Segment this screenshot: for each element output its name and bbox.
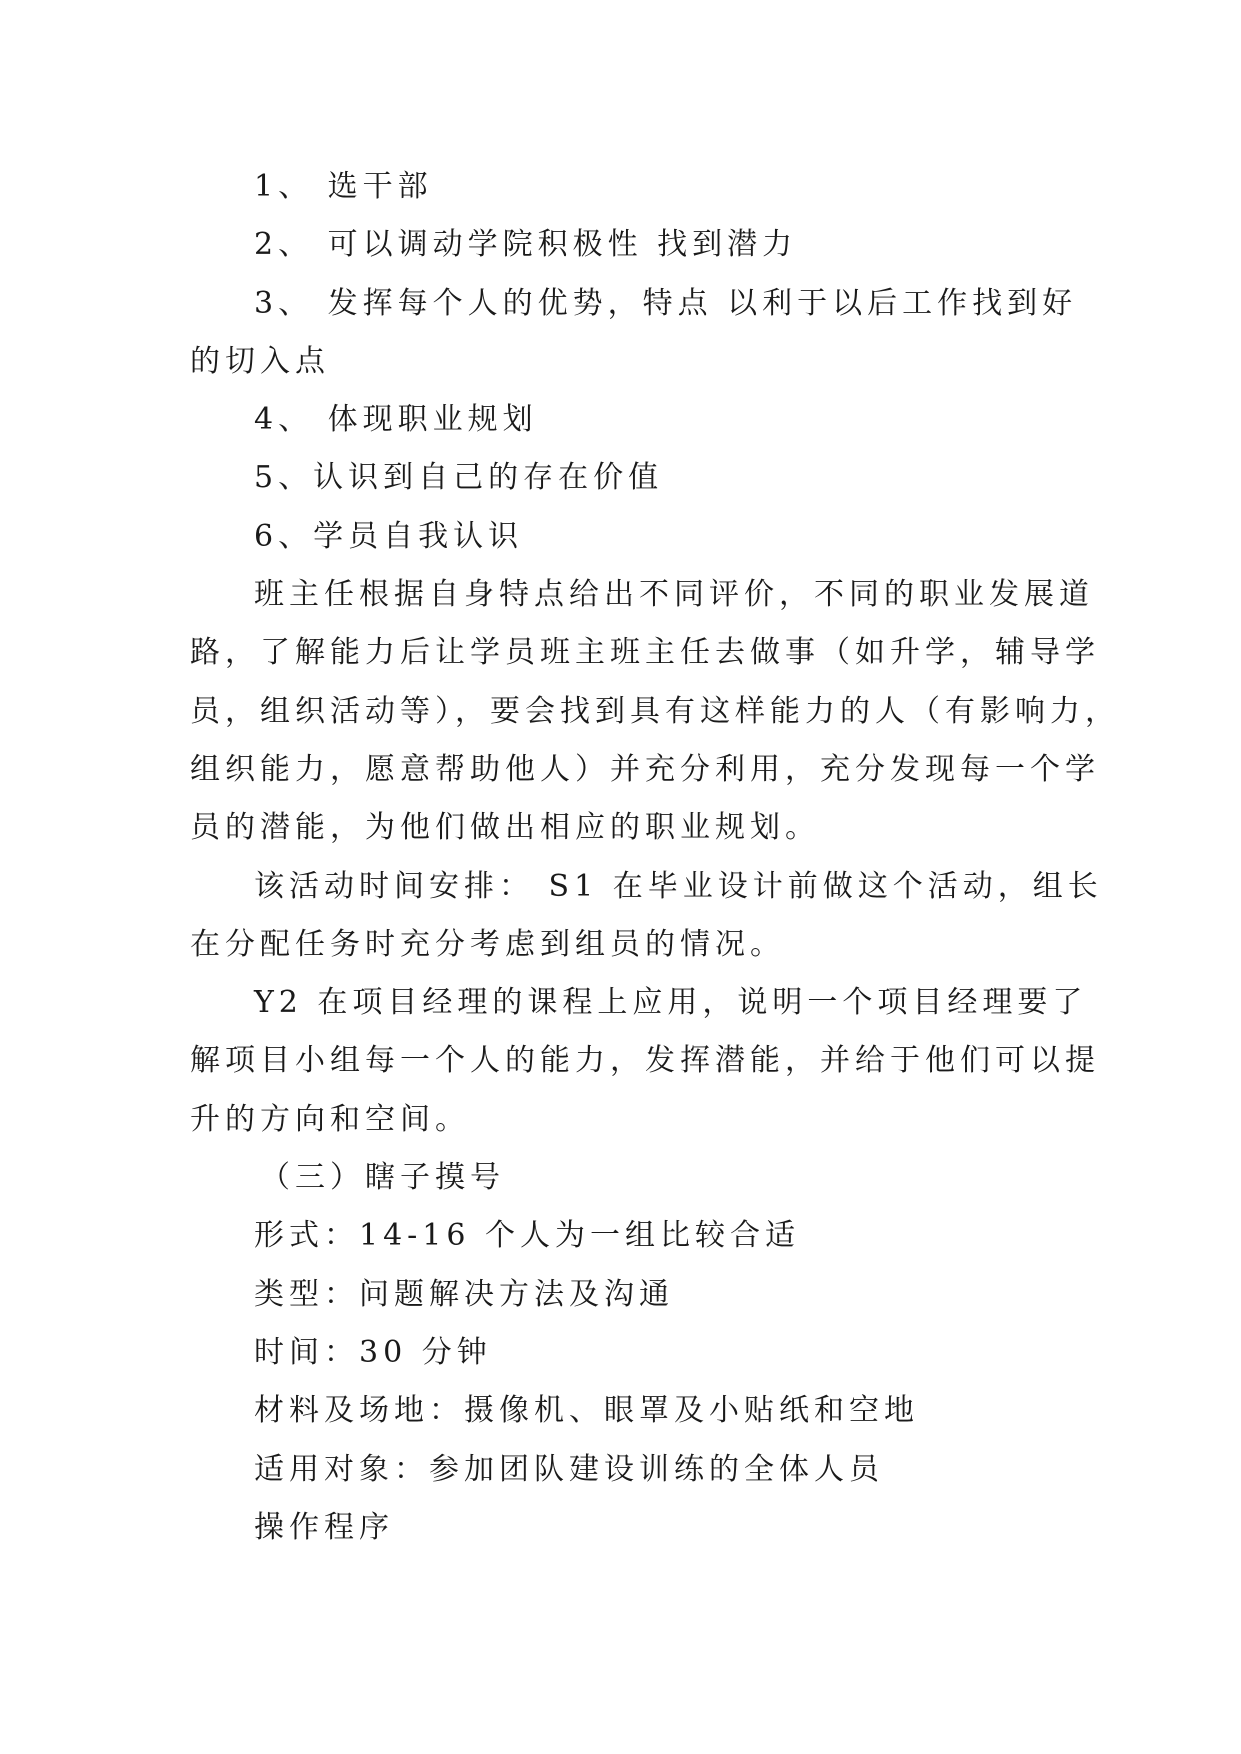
field-materials: 材料及场地：摄像机、眼罩及小贴纸和空地 bbox=[254, 1393, 919, 1429]
field-audience: 适用对象：参加团队建设训练的全体人员 bbox=[254, 1451, 884, 1487]
field-type: 类型：问题解决方法及沟通 bbox=[254, 1276, 674, 1312]
paragraph-schedule-line-2: 在分配任务时充分考虑到组员的情况。 bbox=[190, 926, 785, 962]
document-body bbox=[190, 158, 1120, 1557]
paragraph-teacher-line-4: 组织能力，愿意帮助他人）并充分利用，充分发现每一个学 bbox=[190, 751, 1100, 787]
list-item-1: 1、 选干部 bbox=[254, 169, 433, 204]
paragraph-y2-line-1: Y2 在项目经理的课程上应用，说明一个项目经理要了 bbox=[254, 985, 1088, 1021]
paragraph-schedule-line-1: 该活动时间安排： S1 在毕业设计前做这个活动，组长 bbox=[254, 868, 1103, 904]
paragraph-teacher-line-3: 员，组织活动等），要会找到具有这样能力的人（有影响力， bbox=[190, 693, 1120, 729]
paragraph-teacher-line-2: 路，了解能力后让学员班主班主任去做事（如升学，辅导学 bbox=[190, 635, 1100, 671]
paragraph-y2-line-2: 解项目小组每一个人的能力，发挥潜能，并给于他们可以提 bbox=[190, 1043, 1100, 1079]
list-item-6: 6、学员自我认识 bbox=[254, 518, 524, 554]
list-item-2: 2、 可以调动学院积极性 找到潜力 bbox=[254, 227, 798, 263]
paragraph-y2-line-3: 升的方向和空间。 bbox=[190, 1101, 470, 1137]
list-item-3-continued: 的切入点 bbox=[190, 343, 330, 379]
paragraph-teacher-line-1: 班主任根据自身特点给出不同评价，不同的职业发展道 bbox=[254, 577, 1094, 613]
field-format: 形式：14-16 个人为一组比较合适 bbox=[254, 1218, 801, 1254]
list-item-5: 5、认识到自己的存在价值 bbox=[254, 460, 664, 496]
paragraph-teacher-line-5: 员的潜能，为他们做出相应的职业规划。 bbox=[190, 810, 820, 846]
list-item-4: 4、 体现职业规划 bbox=[254, 402, 538, 438]
section-heading: （三）瞎子摸号 bbox=[260, 1160, 505, 1196]
list-item-3: 3、 发挥每个人的优势，特点 以利于以后工作找到好 bbox=[254, 285, 1078, 321]
field-time: 时间：30 分钟 bbox=[254, 1334, 492, 1370]
field-procedure: 操作程序 bbox=[254, 1509, 394, 1545]
